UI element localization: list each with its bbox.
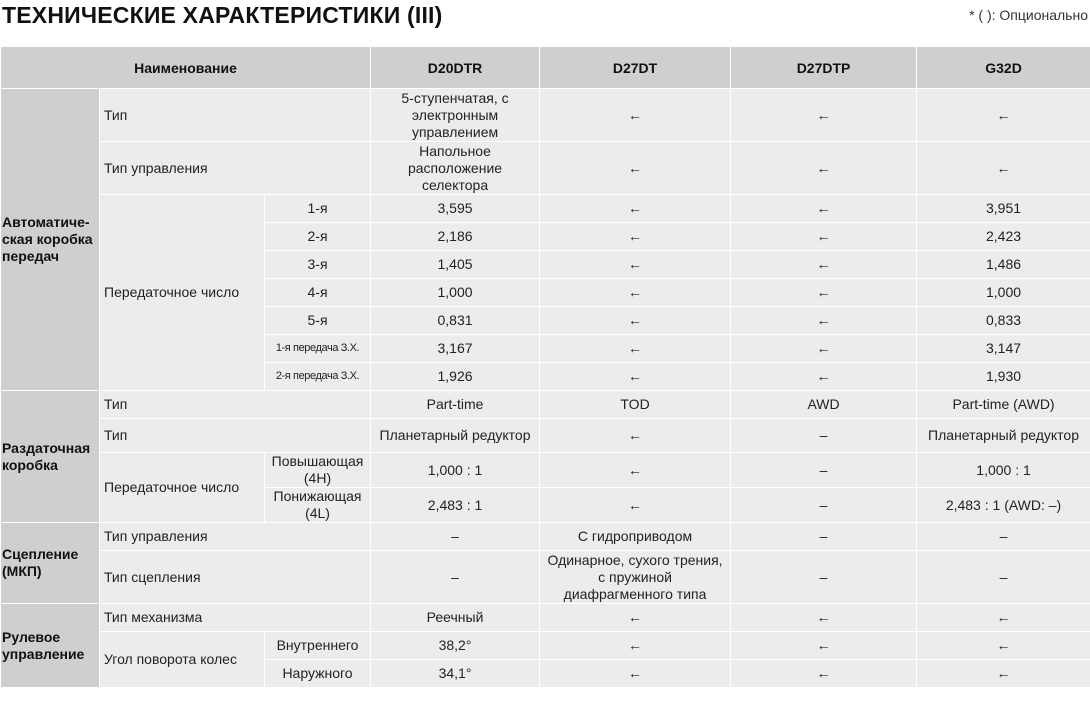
group-automatic-transmission: Автоматиче-ская коробка передач [1,89,100,391]
cell-value: – [731,551,917,604]
group-steering: Рулевое управление [1,604,100,688]
cell-value: 38,2° [371,632,540,660]
cell-value: ← [540,335,731,363]
cell-value: ← [917,142,1090,195]
row-sublabel: 4-я [265,279,371,307]
row-sublabel: 5-я [265,307,371,335]
cell-value: 5-ступенчатая, с электронным управлением [371,89,540,142]
cell-value: ← [540,251,731,279]
table-row [1,89,1090,142]
cell-value: ← [917,632,1090,660]
row-sublabel: Понижающая (4L) [265,488,371,523]
cell-value: 1,000 [917,279,1090,307]
cell-value: – [371,551,540,604]
spec-table [0,46,1090,688]
cell-value: 3,595 [371,195,540,223]
row-label: Тип [100,419,371,453]
cell-value: ← [731,632,917,660]
cell-value: ← [540,89,731,142]
cell-value: ← [540,660,731,688]
cell-value: ← [731,195,917,223]
cell-value: 3,951 [917,195,1090,223]
row-sublabel: Наружного [265,660,371,688]
cell-value: С гидроприводом [540,523,731,551]
table-row [1,604,1090,632]
cell-value: Реечный [371,604,540,632]
row-sublabel: 1-я передача З.Х. [265,335,371,363]
cell-value: 2,186 [371,223,540,251]
header-col: G32D [917,47,1090,89]
table-row [1,391,1090,419]
cell-value: – [731,488,917,523]
cell-value: 1,930 [917,363,1090,391]
cell-value: – [917,523,1090,551]
table-row [1,523,1090,551]
cell-value: ← [540,279,731,307]
cell-value: ← [731,223,917,251]
row-sublabel: 2-я [265,223,371,251]
cell-value: ← [731,279,917,307]
row-label: Передаточное число [100,453,265,523]
cell-value: ← [731,142,917,195]
cell-value: – [917,551,1090,604]
cell-value: Планетарный редуктор [917,419,1090,453]
row-label: Тип механизма [100,604,371,632]
cell-value: 2,483 : 1 (AWD: –) [917,488,1090,523]
cell-value: 3,147 [917,335,1090,363]
header-col: D20DTR [371,47,540,89]
cell-value: TOD [540,391,731,419]
cell-value: ← [540,223,731,251]
cell-value: ← [540,142,731,195]
group-transfer-case: Раздаточная коробка [1,391,100,523]
cell-value: ← [540,195,731,223]
row-sublabel: 3-я [265,251,371,279]
header-name: Наименование [1,47,371,89]
cell-value: – [731,453,917,488]
cell-value: – [731,419,917,453]
cell-value: ← [917,89,1090,142]
cell-value: ← [917,604,1090,632]
cell-value: 1,405 [371,251,540,279]
cell-value: 1,000 : 1 [917,453,1090,488]
cell-value: AWD [731,391,917,419]
cell-value: ← [731,307,917,335]
cell-value: ← [731,251,917,279]
cell-value: 1,486 [917,251,1090,279]
cell-value: 1,000 : 1 [371,453,540,488]
table-row [1,195,1090,223]
page-title: ТЕХНИЧЕСКИЕ ХАРАКТЕРИСТИКИ (III) [2,2,443,28]
cell-value: Планетарный редуктор [371,419,540,453]
row-sublabel: 1-я [265,195,371,223]
table-row [1,142,1090,195]
cell-value: ← [540,604,731,632]
row-sublabel: 2-я передача З.Х. [265,363,371,391]
cell-value: 34,1° [371,660,540,688]
cell-value: 2,483 : 1 [371,488,540,523]
row-label: Тип сцепления [100,551,371,604]
row-label: Тип [100,89,371,142]
cell-value: ← [540,363,731,391]
table-row [1,551,1090,604]
cell-value: 0,833 [917,307,1090,335]
cell-value: ← [731,363,917,391]
cell-value: ← [731,335,917,363]
cell-value: ← [540,453,731,488]
cell-value: Одинарное, сухого трения, с пружиной диафрагменного типа [540,551,731,604]
header-col: D27DTP [731,47,917,89]
cell-value: 1,000 [371,279,540,307]
table-row [1,419,1090,453]
cell-value: Part-time (AWD) [917,391,1090,419]
cell-value: – [731,523,917,551]
header-row [1,47,1090,89]
group-clutch: Сцепление (МКП) [1,523,100,604]
cell-value: ← [540,419,731,453]
cell-value: 1,926 [371,363,540,391]
row-label: Тип управления [100,523,371,551]
cell-value: Part-time [371,391,540,419]
cell-value: ← [540,632,731,660]
cell-value: ← [731,89,917,142]
cell-value: ← [917,660,1090,688]
row-label: Передаточное число [100,195,265,391]
table-row [1,632,1090,660]
header-col: D27DT [540,47,731,89]
cell-value: ← [540,307,731,335]
row-label: Тип [100,391,371,419]
cell-value: 2,423 [917,223,1090,251]
table-row [1,453,1090,488]
row-label: Тип управления [100,142,371,195]
row-sublabel: Повышающая (4H) [265,453,371,488]
cell-value: Напольное расположение селектора [371,142,540,195]
cell-value: 0,831 [371,307,540,335]
cell-value: – [371,523,540,551]
cell-value: ← [731,660,917,688]
row-label: Угол поворота колес [100,632,265,688]
row-sublabel: Внутреннего [265,632,371,660]
cell-value: ← [731,604,917,632]
cell-value: 3,167 [371,335,540,363]
cell-value: ← [540,488,731,523]
optional-note: * ( ): Опционально [969,7,1088,23]
